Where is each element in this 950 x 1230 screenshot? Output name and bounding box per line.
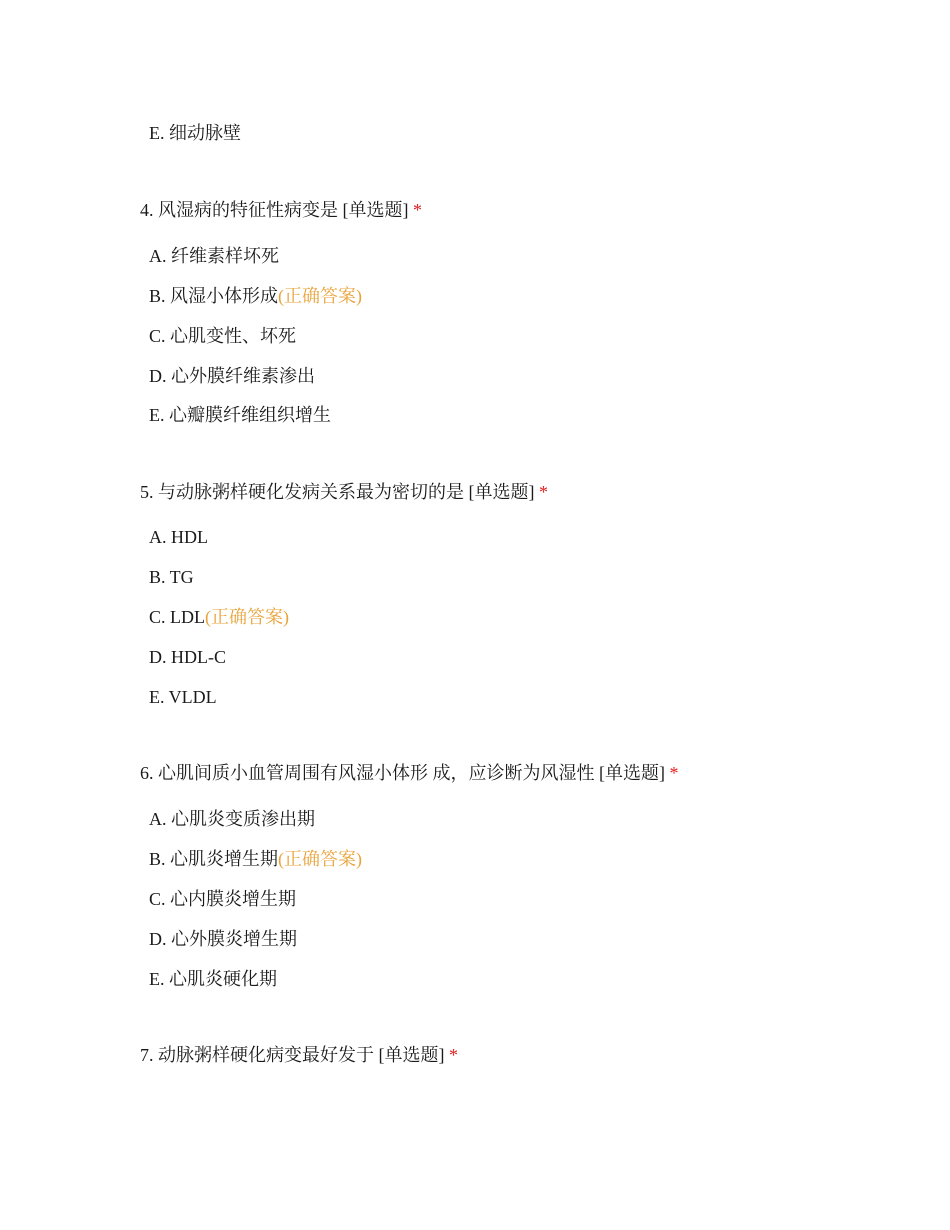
option-6c <box>149 887 296 911</box>
option-text: A. 心肌炎变质渗出期 <box>149 809 315 829</box>
correct-answer-mark: (正确答案) <box>205 607 289 627</box>
option-text: C. 心肌变性、坏死 <box>149 326 297 346</box>
option-text: A. HDL <box>149 527 208 547</box>
option-3e <box>149 121 241 145</box>
option-6a <box>149 807 315 831</box>
option-4a <box>149 244 279 268</box>
option-text: E. VLDL <box>149 687 217 707</box>
option-4e <box>149 403 331 427</box>
option-5a <box>149 525 208 549</box>
option-4b <box>149 284 362 308</box>
option-text: E. 心肌炎硬化期 <box>149 969 277 989</box>
option-4d <box>149 364 315 388</box>
option-5d <box>149 645 226 669</box>
required-asterisk: * <box>449 1045 458 1065</box>
option-5b <box>149 565 194 589</box>
option-4c <box>149 324 296 348</box>
question-text: 7. 动脉粥样硬化病变最好发于 [单选题] <box>140 1045 445 1065</box>
option-text: D. HDL-C <box>149 647 226 667</box>
question-5 <box>140 480 548 504</box>
option-text: D. 心外膜炎增生期 <box>149 929 297 949</box>
option-6b <box>149 847 362 871</box>
required-asterisk: * <box>539 482 548 502</box>
required-asterisk: * <box>669 763 679 783</box>
question-4 <box>140 198 422 222</box>
question-text: 5. 与动脉粥样硬化发病关系最为密切的是 [单选题] <box>140 482 535 502</box>
question-6 <box>140 761 679 785</box>
option-text: A. 纤维素样坏死 <box>149 246 279 266</box>
option-text: B. 风湿小体形成 <box>149 286 279 306</box>
required-asterisk: * <box>413 200 422 220</box>
question-text: 4. 风湿病的特征性病变是 [单选题] <box>140 200 409 220</box>
option-text: B. 心肌炎增生期 <box>149 849 279 869</box>
option-text: B. TG <box>149 567 194 587</box>
question-7 <box>140 1043 458 1067</box>
option-5e <box>149 685 217 709</box>
option-6e <box>149 967 277 991</box>
option-text: E. 心瓣膜纤维组织增生 <box>149 405 331 425</box>
option-text: E. 细动脉壁 <box>149 123 241 143</box>
option-text: C. 心内膜炎增生期 <box>149 889 297 909</box>
correct-answer-mark: (正确答案) <box>278 286 363 306</box>
option-text: C. LDL <box>149 607 205 627</box>
option-5c <box>149 605 289 629</box>
option-text: D. 心外膜纤维素渗出 <box>149 366 315 386</box>
correct-answer-mark: (正确答案) <box>278 849 363 869</box>
question-text: 6. 心肌间质小血管周围有风湿小体形 成，应诊断为风湿性 [单选题] <box>140 763 665 783</box>
option-6d <box>149 927 297 951</box>
